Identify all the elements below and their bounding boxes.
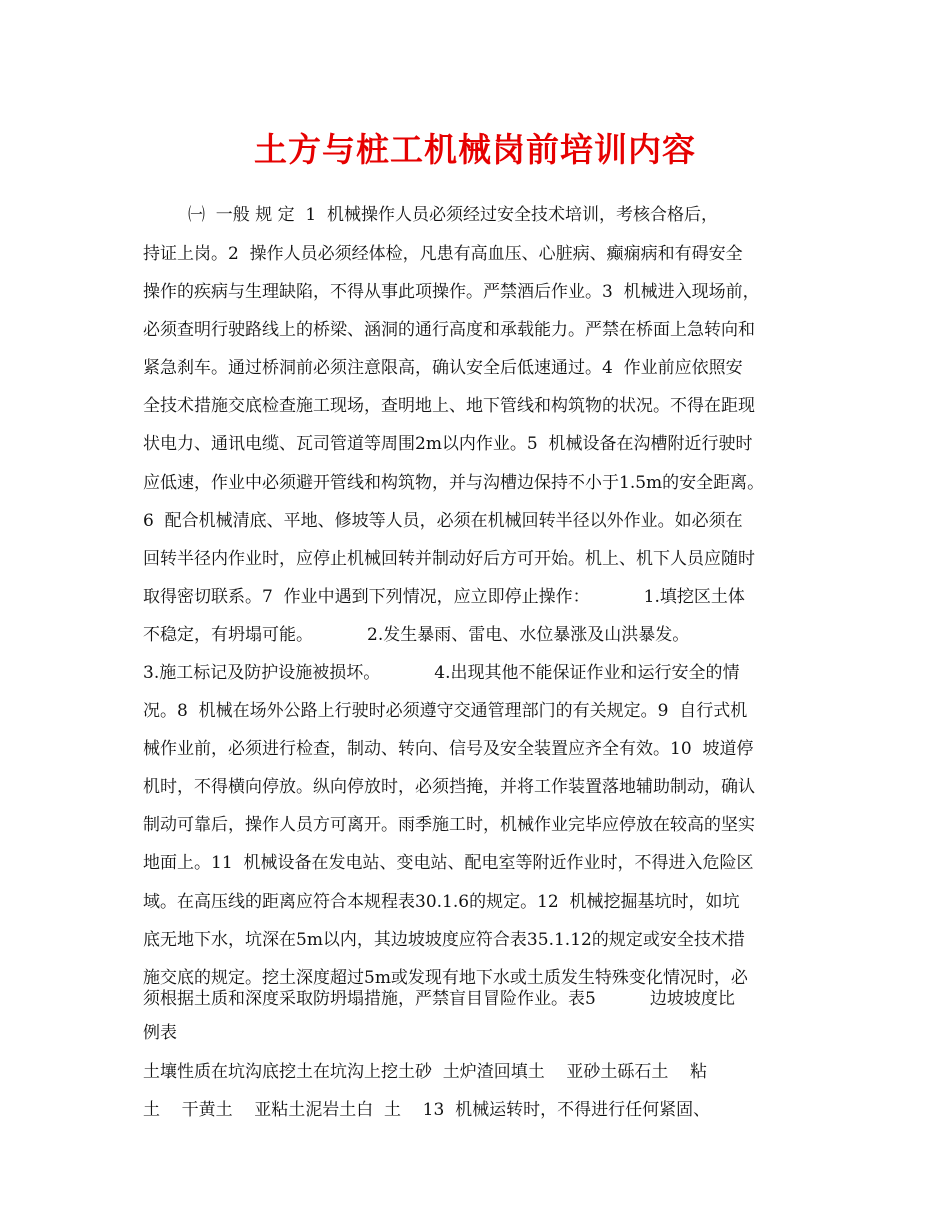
body-line: 全技术措施交底检查施工现场，查明地上、地下管线和构筑物的状况。不得在距现: [143, 396, 755, 416]
body-line: 地面上。11 机械设备在发电站、变电站、配电室等附近作业时，不得进入危险区: [143, 853, 754, 873]
body-line: 域。在高压线的距离应符合本规程表30.1.6的规定。12 机械挖掘基坑时，如坑: [143, 892, 740, 912]
body-line: 制动可靠后，操作人员方可离开。雨季施工时，机械作业完毕应停放在较高的坚实: [143, 815, 755, 835]
body-line: 况。8 机械在场外公路上行驶时必须遵守交通管理部门的有关规定。9 自行式机: [143, 701, 748, 721]
body-line: 取得密切联系。7 作业中遇到下列情况，应立即停止操作： 1.填挖区土体: [143, 587, 745, 607]
body-line: ㈠ 一般 规 定 1 机械操作人员必须经过安全技术培训，考核合格后，: [188, 205, 719, 225]
body-line: 例表: [143, 1023, 177, 1043]
body-line: 3.施工标记及防护设施被损坏。 4.出现其他不能保证作业和运行安全的情: [143, 663, 740, 683]
body-line: 应低速，作业中必须避开管线和构筑物，并与沟槽边保持不小于1.5m的安全距离。: [143, 473, 765, 493]
body-line: 紧急刹车。通过桥洞前必须注意限高，确认安全后低速通过。4 作业前应依照安: [143, 358, 743, 378]
body-line: 械作业前，必须进行检查，制动、转向、信号及安全装置应齐全有效。10 坡道停: [143, 739, 754, 759]
body-line: 须根据土质和深度采取防坍塌措施，严禁盲目冒险作业。表5 边坡坡度比: [143, 989, 735, 1009]
body-line: 状电力、通讯电缆、瓦司管道等周围2m以内作业。5 机械设备在沟槽附近行驶时: [143, 434, 753, 454]
body-line: 土 干黄土 亚粘土泥岩土白 土 13 机械运转时，不得进行任何紧固、: [143, 1100, 711, 1120]
body-line: 不稳定，有坍塌可能。 2.发生暴雨、雷电、水位暴涨及山洪暴发。: [143, 625, 690, 645]
body-line: 施交底的规定。挖土深度超过5m或发现有地下水或土质发生特殊变化情况时，必: [143, 968, 748, 988]
body-line: 6 配合机械清底、平地、修坡等人员，必须在机械回转半径以外作业。如必须在: [143, 511, 743, 531]
body-line: 操作的疾病与生理缺陷，不得从事此项操作。严禁酒后作业。3 机械进入现场前，: [143, 282, 760, 302]
body-line: 底无地下水，坑深在5m以内，其边坡坡度应符合表35.1.12的规定或安全技术措: [143, 930, 745, 950]
body-line: 必须查明行驶路线上的桥梁、涵洞的通行高度和承载能力。严禁在桥面上急转向和: [143, 320, 755, 340]
body-line: 土壤性质在坑沟底挖土在坑沟上挖土砂 土炉渣回填土 亚砂土砾石土 粘: [143, 1062, 708, 1082]
body-line: 机时，不得横向停放。纵向停放时，必须挡掩，并将工作装置落地辅助制动，确认: [143, 777, 755, 797]
document-title: 土方与桩工机械岗前培训内容: [254, 130, 696, 169]
body-line: 回转半径内作业时，应停止机械回转并制动好后方可开始。机上、机下人员应随时: [143, 549, 755, 569]
body-line: 持证上岗。2 操作人员必须经体检，凡患有高血压、心脏病、癫痫病和有碍安全: [143, 244, 743, 264]
